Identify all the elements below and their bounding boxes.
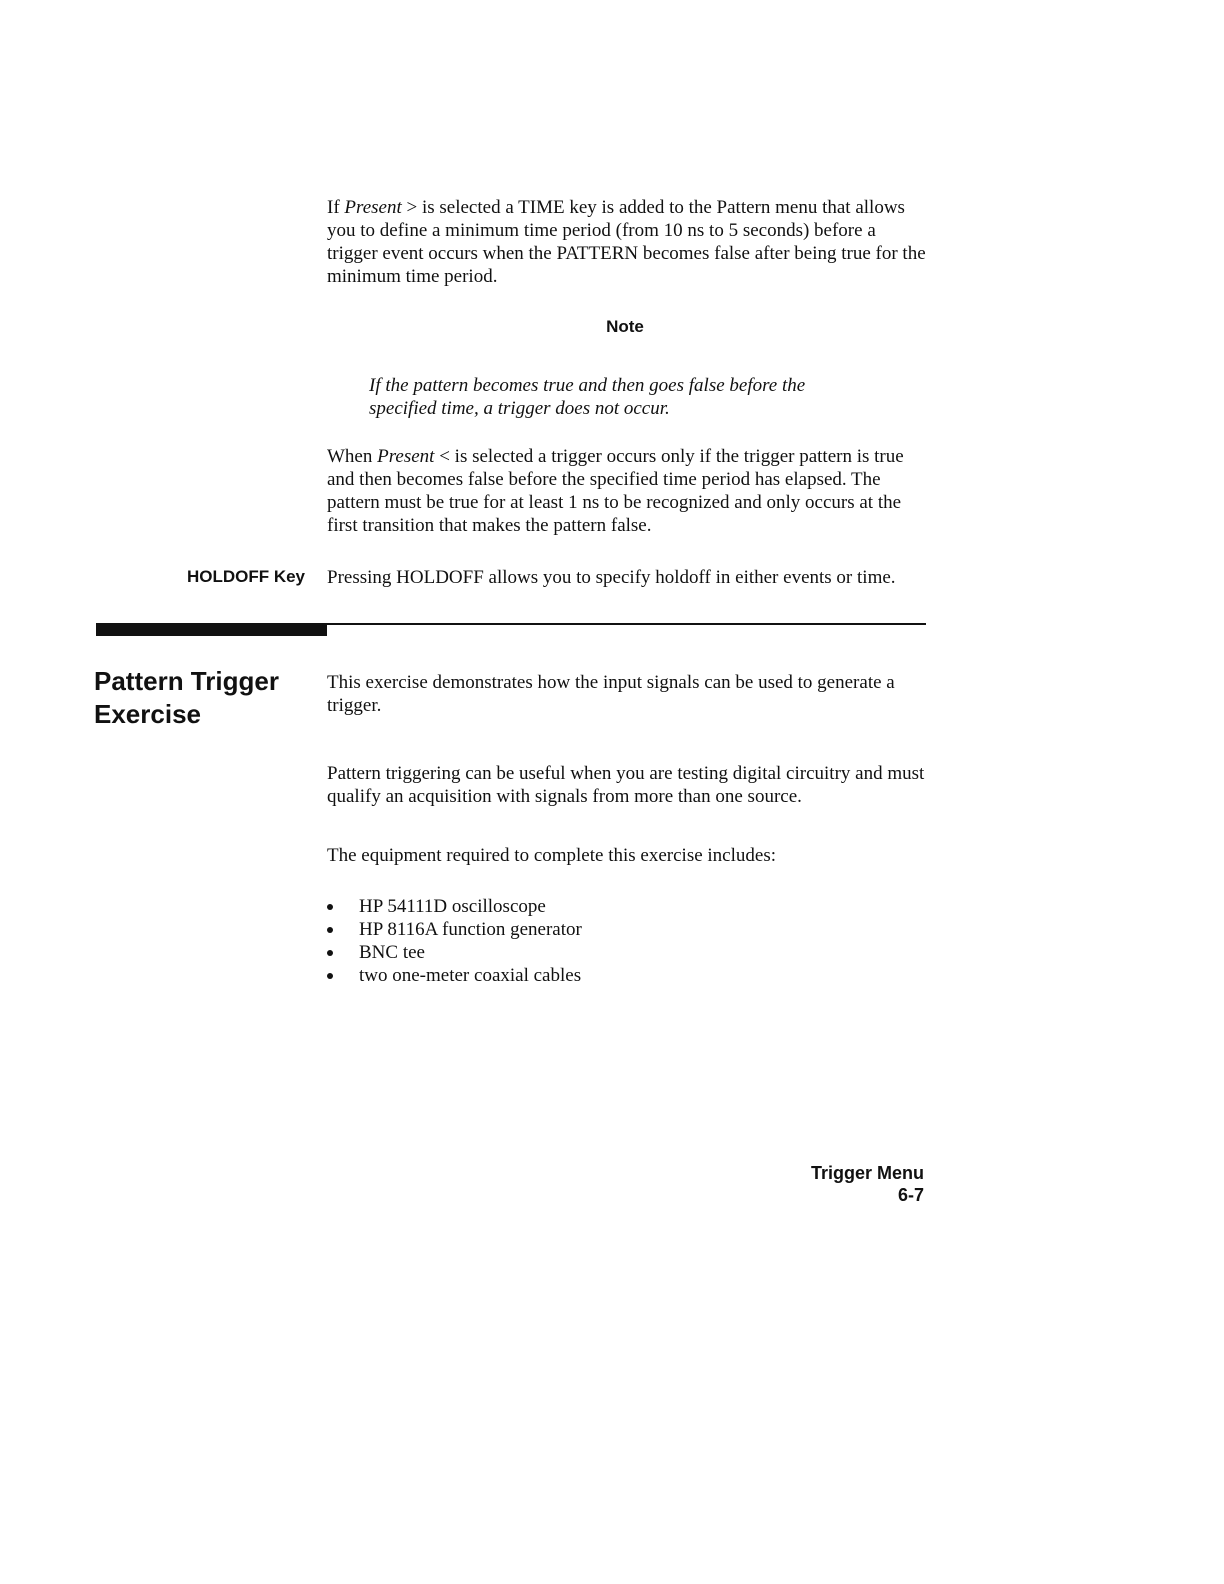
list-item (327, 964, 582, 987)
exercise-intro: This exercise demonstrates how the input signals can be used to generate a trigger. (327, 672, 895, 716)
equipment-item: two one-meter coaxial cables (359, 965, 582, 986)
page-number: 6-7 (897, 1185, 924, 1205)
equipment-list (327, 895, 582, 987)
bullet-icon (327, 927, 333, 933)
equipment-item: HP 54111D oscilloscope (359, 896, 546, 917)
holdoff-key-label: HOLDOFF Key (186, 567, 305, 586)
list-item (327, 895, 582, 918)
present-less-paragraph (327, 445, 927, 537)
equipment-item: BNC tee (359, 942, 425, 963)
para1-prefix: If (327, 197, 345, 218)
bullet-icon (327, 904, 333, 910)
section-divider-bar (96, 624, 327, 636)
bullet-icon (327, 973, 333, 979)
list-item (327, 918, 582, 941)
equipment-item: HP 8116A function generator (359, 919, 582, 940)
para2-text: < is selected a trigger occurs only if the trigger pattern is true and then becomes false before the specified time period has elapsed. The pattern must be true for at least 1 ns to be recognized and only occurs at the first transition that makes the pattern false. (327, 446, 904, 536)
para1-text: > is selected a TIME key is added to the Pattern menu that allows you to define a minimum time period (from 10 ns to 5 seconds) before a trigger event occurs when the PATTERN becomes false after being true for the minimum time period. (327, 197, 926, 287)
list-item (327, 941, 582, 964)
equipment-intro: The equipment required to complete this exercise includes: (327, 845, 776, 866)
present-greater-paragraph (327, 196, 927, 288)
present-term: Present (344, 197, 402, 218)
page-footer (700, 1162, 924, 1206)
para2-prefix: When (327, 446, 378, 467)
section-title: Pattern Trigger Exercise (94, 666, 279, 729)
bullet-icon (327, 950, 333, 956)
footer-title: Trigger Menu (810, 1163, 924, 1183)
exercise-paragraph: Pattern triggering can be useful when you are testing digital circuitry and must qualify an acquisition with signals from more than one source. (327, 763, 925, 807)
holdoff-description: Pressing HOLDOFF allows you to specify holdoff in either events or time. (327, 567, 896, 588)
note-body: If the pattern becomes true and then goes false before the specified time, a trigger does not occur. (369, 375, 806, 419)
note-heading: Note (606, 317, 644, 336)
present-term: Present (377, 446, 435, 467)
